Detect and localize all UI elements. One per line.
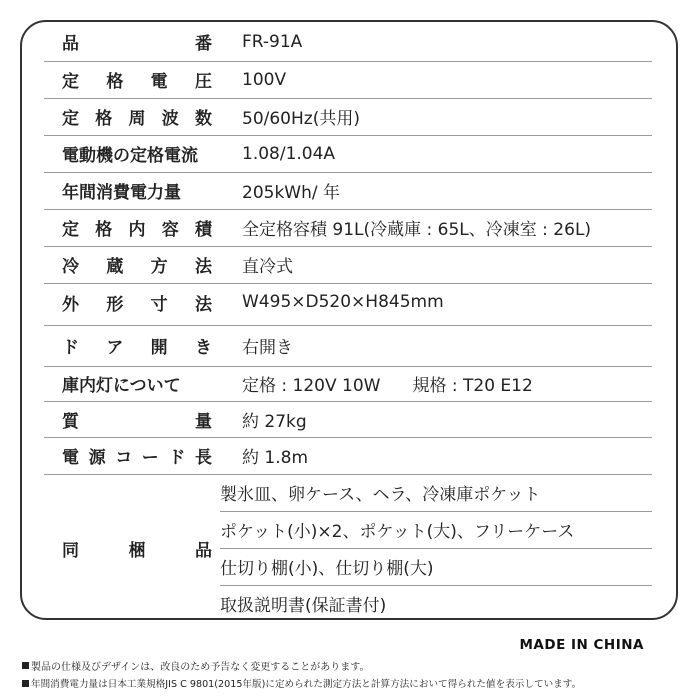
spec-row-door (44, 325, 652, 367)
accessory-item: 取扱説明書(保証書付) (220, 596, 387, 616)
spec-value: 1.08/1.04A (242, 143, 336, 164)
made-in-label: MADE IN CHINA (519, 637, 644, 653)
accessory-row (220, 474, 652, 512)
spec-value: 約 27kg (242, 411, 307, 432)
spec-label: 定 格 電 圧 (62, 72, 212, 92)
footnote (22, 658, 370, 673)
spec-value: 右開き (242, 338, 293, 358)
spec-row-frequency (44, 98, 652, 136)
spec-value: 100V (242, 69, 287, 90)
spec-table (20, 20, 678, 620)
spec-row-annual-power (44, 172, 652, 210)
spec-row-current (44, 135, 652, 173)
lamp-standard: 規格 : T20 E12 (412, 376, 533, 396)
spec-label: 質 量 (62, 411, 212, 432)
spec-label: 年間消費電力量 (62, 183, 181, 203)
spec-row-capacity (44, 209, 652, 247)
spec-row-model (44, 22, 652, 62)
spec-label: 電 源 コ ー ド 長 (62, 448, 212, 468)
accessories-label: 同 梱 品 (62, 540, 212, 561)
spec-row-cooling (44, 246, 652, 284)
spec-label: 冷 蔵 方 法 (62, 257, 212, 277)
spec-value: 205kWh/ 年 (242, 183, 341, 203)
spec-value: W495×D520×H845mm (242, 292, 444, 312)
accessory-row (220, 548, 652, 586)
spec-row-weight (44, 401, 652, 438)
spec-value: 直冷式 (242, 257, 293, 277)
footnote-text: 年間消費電力量は日本工業規格JIS C 9801(2015年版)に定められた測定方法と計算方法において得られた値を表示しています。 (31, 679, 582, 690)
spec-label: 定 格 周 波 数 (62, 109, 212, 129)
footnote-text: 製品の仕様及びデザインは、改良のため予告なく変更することがあります。 (31, 662, 370, 673)
accessory-row-last (220, 585, 652, 620)
spec-value: 全定格容積 91L(冷蔵庫 : 65L、冷凍室 : 26L) (242, 220, 592, 240)
spec-row-cord (44, 437, 652, 475)
spec-label: 電動機の定格電流 (62, 146, 198, 166)
spec-label: 定 格 内 容 積 (62, 220, 212, 240)
accessory-item: 仕切り棚(小)、仕切り棚(大) (220, 559, 434, 579)
spec-row-dimensions (44, 283, 652, 326)
spec-value (242, 366, 533, 401)
bullet-square-icon (22, 662, 29, 669)
spec-value: 約 1.8m (242, 448, 308, 468)
spec-row-lamp (44, 366, 652, 402)
spec-label: 庫内灯について (62, 376, 181, 396)
bullet-square-icon (22, 680, 29, 687)
spec-label: ド ア 開 き (62, 338, 212, 358)
spec-label: 品 番 (62, 34, 212, 54)
spec-value: FR-91A (242, 31, 303, 52)
accessory-row (220, 511, 652, 549)
accessory-item: 製氷皿、卵ケース、ヘラ、冷凍庫ポケット (220, 485, 541, 505)
spec-row-voltage (44, 61, 652, 99)
footnote (22, 676, 581, 690)
spec-value: 50/60Hz(共用) (242, 109, 360, 129)
accessory-item: ポケット(小)×2、ポケット(大)、フリーケース (220, 522, 575, 542)
lamp-rating: 定格 : 120V 10W (242, 376, 381, 396)
spec-label: 外 形 寸 法 (62, 294, 212, 315)
